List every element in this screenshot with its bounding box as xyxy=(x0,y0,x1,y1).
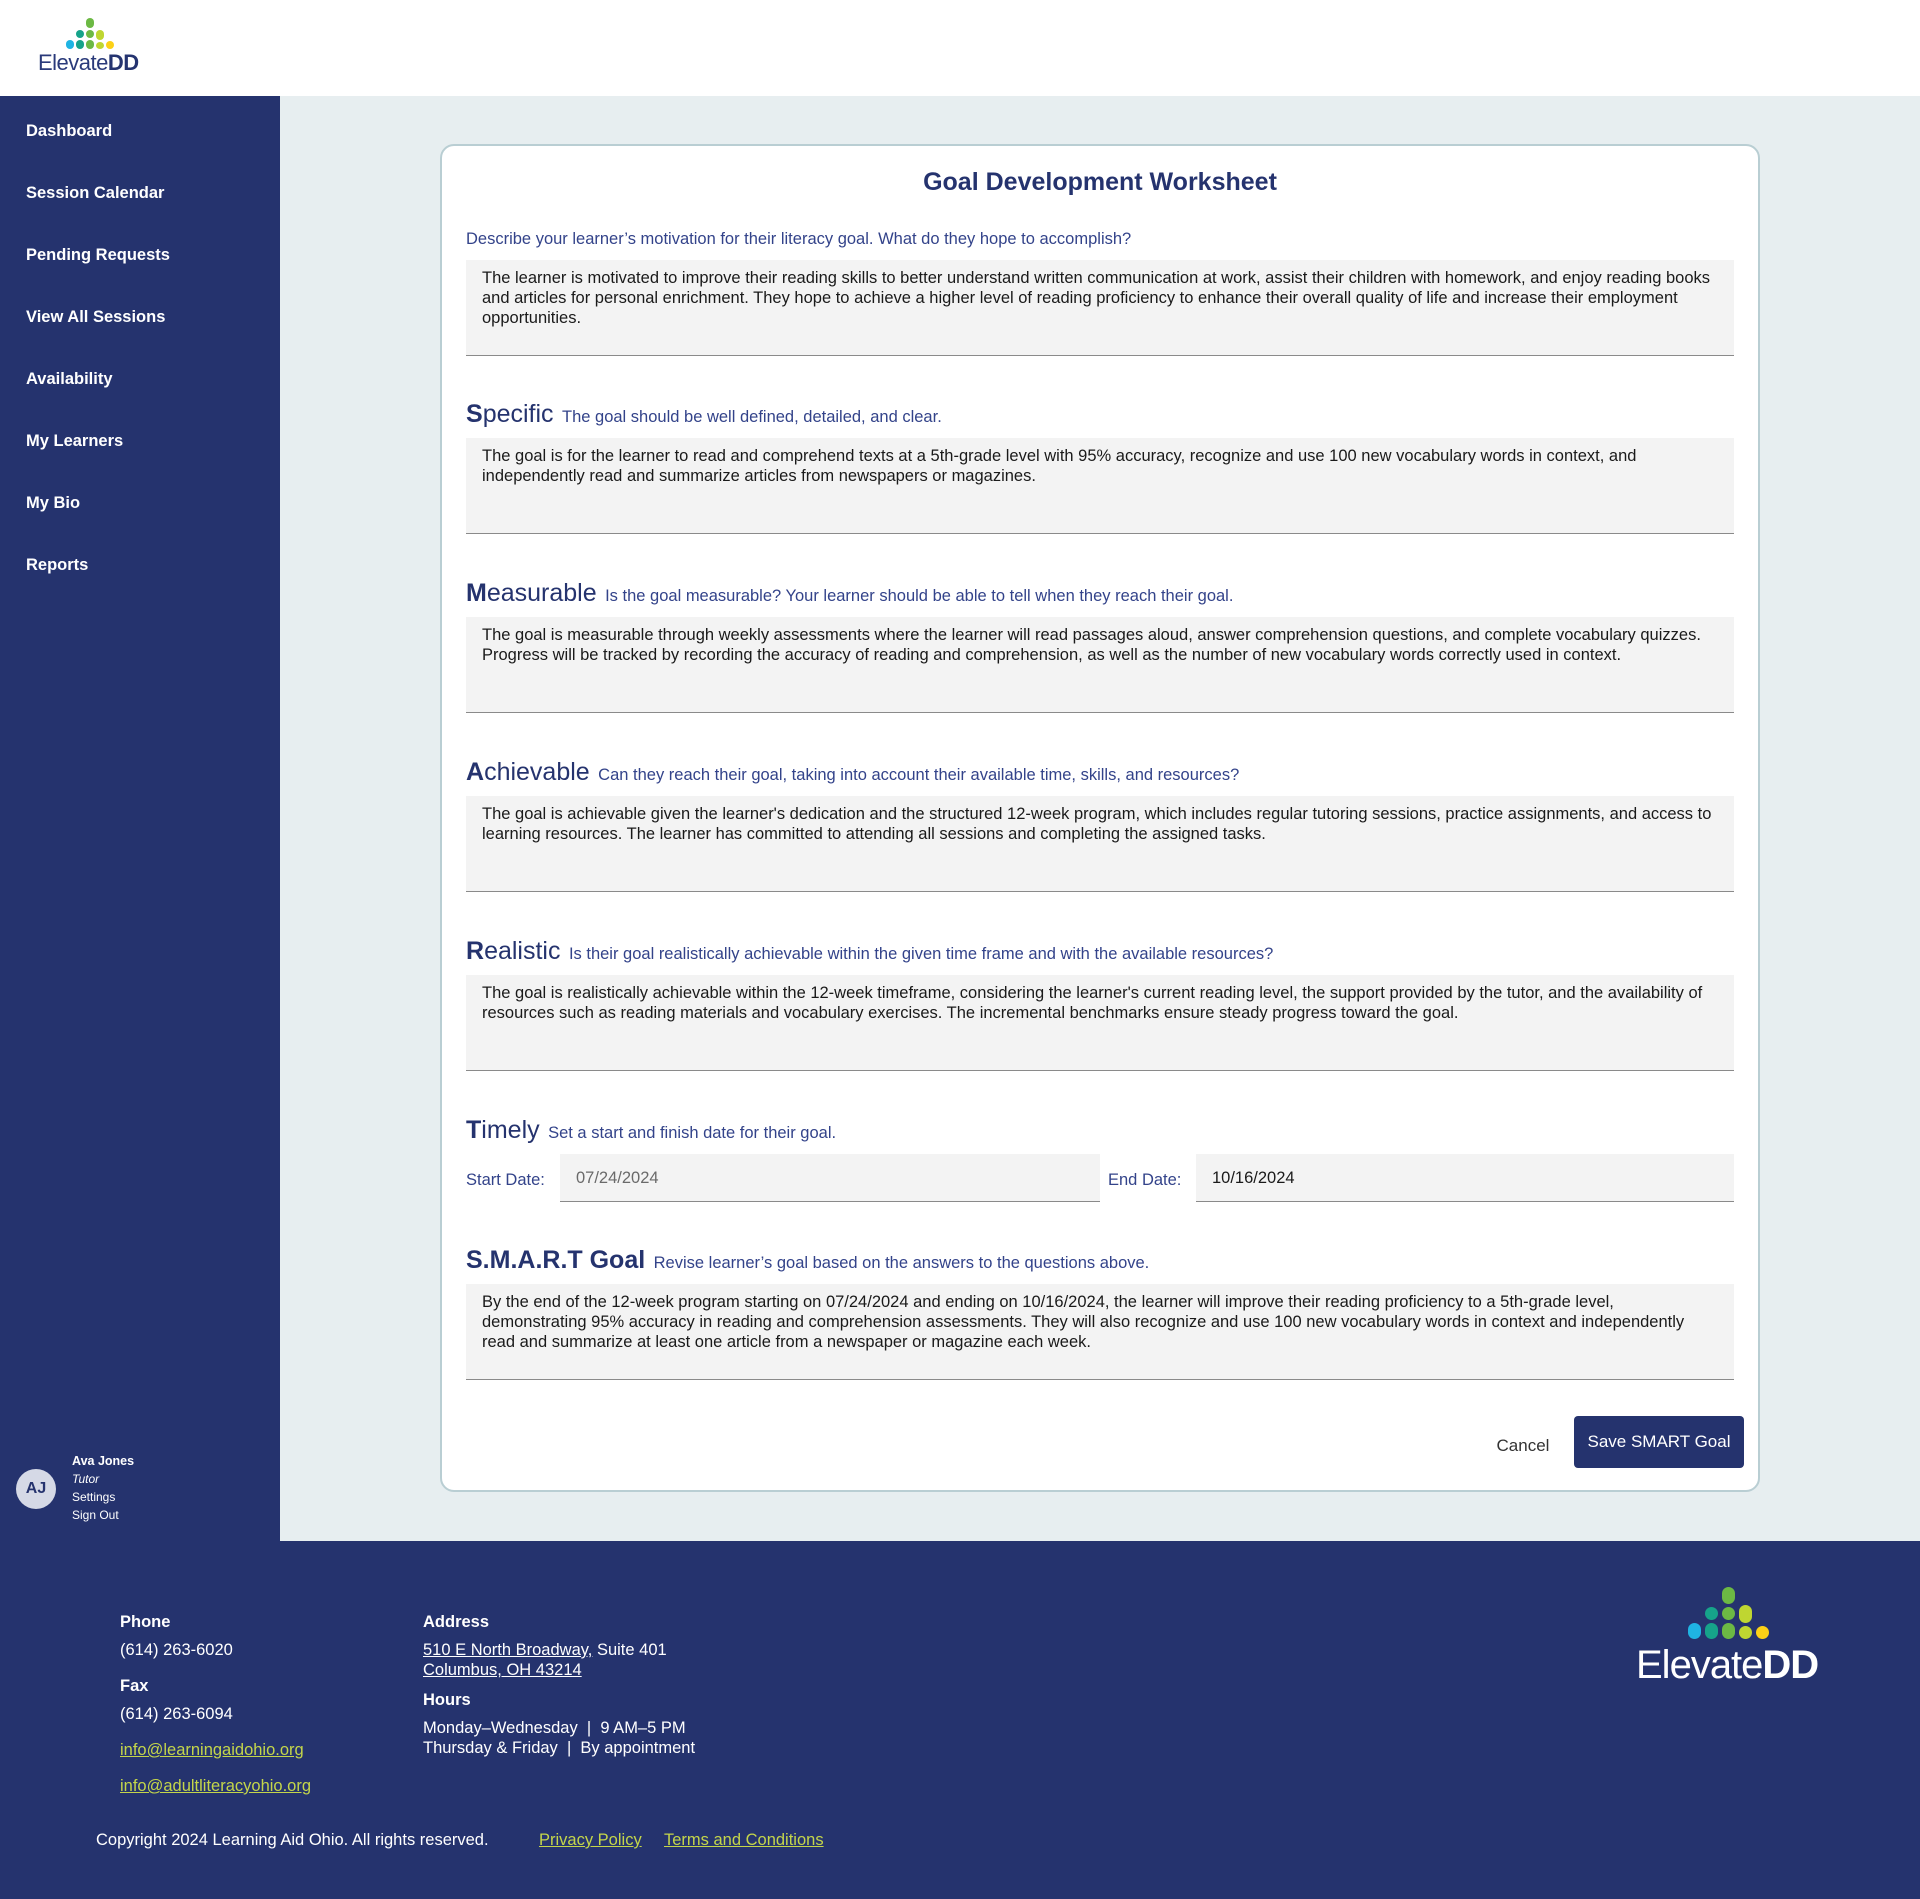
measurable-description: Is the goal measurable? Your learner should be able to tell when they reach their goal. xyxy=(605,587,1234,605)
sidebar-item-pending-requests[interactable]: Pending Requests xyxy=(26,246,170,264)
sidebar xyxy=(0,96,280,1541)
page-title: Goal Development Worksheet xyxy=(923,168,1277,196)
address-line-2 xyxy=(423,1661,582,1680)
footer-logo-wordmark: ElevateDD xyxy=(1636,1643,1819,1687)
fax-heading: Fax xyxy=(120,1677,149,1695)
sidebar-item-my-learners[interactable]: My Learners xyxy=(26,432,124,450)
end-date-label: End Date: xyxy=(1108,1171,1182,1189)
main-content xyxy=(280,96,1920,1541)
hours-heading: Hours xyxy=(423,1691,471,1709)
terms-link[interactable]: Terms and Conditions xyxy=(664,1831,824,1849)
start-date-label: Start Date: xyxy=(466,1171,545,1189)
timely-description: Set a start and finish date for their goal. xyxy=(548,1124,837,1142)
specific-description: The goal should be well defined, detailed, and clear. xyxy=(562,408,942,426)
specific-textarea[interactable]: The goal is for the learner to read and comprehend texts at a 5th-grade level with 95% accuracy, recognize and use 100 new vocabulary words in context, and independently read and summarize articles from newspapers or magazines. xyxy=(466,438,1734,534)
privacy-policy-link[interactable]: Privacy Policy xyxy=(539,1831,642,1849)
footer xyxy=(0,1541,1920,1899)
address-map-link[interactable]: 510 E North Broadway, xyxy=(423,1641,593,1659)
hours-line-2: Thursday & Friday | By appointment xyxy=(423,1739,696,1757)
cancel-button[interactable]: Cancel xyxy=(1496,1436,1550,1455)
measurable-heading: Measurable Is the goal measurable? Your learner should be able to tell when they reach their goal. xyxy=(466,579,1234,607)
sign-out-link[interactable]: Sign Out xyxy=(72,1508,119,1522)
timely-heading: Timely Set a start and finish date for their goal. xyxy=(466,1116,837,1144)
top-bar xyxy=(0,0,1920,96)
sidebar-item-my-bio[interactable]: My Bio xyxy=(26,494,81,512)
achievable-heading: Achievable Can they reach their goal, taking into account their available time, skills, and resources? xyxy=(466,758,1240,786)
logo-dots-icon xyxy=(1688,1587,1778,1643)
logo-dots-icon xyxy=(66,18,126,50)
user-role: Tutor xyxy=(72,1472,100,1486)
sidebar-item-reports[interactable]: Reports xyxy=(26,556,89,574)
phone-heading: Phone xyxy=(120,1613,171,1631)
achievable-textarea[interactable]: The goal is achievable given the learner's dedication and the structured 12-week program, which includes regular tutoring sessions, practice assignments, and access to learning resources. The learner has committed to attending all sessions and completing the assigned tasks. xyxy=(466,796,1734,892)
realistic-heading: Realistic Is their goal realistically achievable within the given time frame and with the available resources? xyxy=(466,937,1274,965)
smart-goal-textarea[interactable]: By the end of the 12-week program starting on 07/24/2024 and ending on 10/16/2024, the learner will improve their reading proficiency to a 5th-grade level, demonstrating 95% accuracy in reading and comprehension assessments. They will also recognize and use 100 new vocabulary words in context and independently read and summarize at least one article from a newspaper or magazine each week. xyxy=(466,1284,1734,1380)
sidebar-item-dashboard[interactable]: Dashboard xyxy=(26,122,113,140)
fax-number: (614) 263-6094 xyxy=(120,1705,233,1723)
smart-goal-heading: S.M.A.R.T Goal Revise learner’s goal based on the answers to the questions above. xyxy=(466,1246,1150,1274)
end-date-input[interactable]: 10/16/2024 xyxy=(1196,1154,1734,1202)
specific-heading: Specific The goal should be well defined, detailed, and clear. xyxy=(466,400,942,428)
user-profile-block xyxy=(16,1454,276,1534)
address-heading: Address xyxy=(423,1613,490,1631)
realistic-description: Is their goal realistically achievable within the given time frame and with the available resources? xyxy=(568,945,1274,963)
phone-number: (614) 263-6020 xyxy=(120,1641,233,1659)
address-city-link[interactable]: Columbus, OH 43214 xyxy=(423,1661,582,1679)
realistic-textarea[interactable]: The goal is realistically achievable within the 12-week timeframe, considering the learner's current reading level, the support provided by the tutor, and the availability of resources such as reading materials and vocabulary exercises. The incremental benchmarks ensure steady progress toward the goal. xyxy=(466,975,1734,1071)
hours-line-1: Monday–Wednesday | 9 AM–5 PM xyxy=(423,1719,686,1737)
achievable-description: Can they reach their goal, taking into account their available time, skills, and resources? xyxy=(598,766,1240,784)
email-link-learningaid[interactable]: info@learningaidohio.org xyxy=(120,1741,304,1759)
email-link-adultliteracy[interactable]: info@adultliteracyohio.org xyxy=(120,1777,312,1795)
motivation-question: Describe your learner’s motivation for their literacy goal. What do they hope to accomplish? xyxy=(466,230,1132,248)
address-line-1: 510 E North Broadway, Suite 401 xyxy=(423,1641,667,1659)
logo-wordmark: ElevateDD xyxy=(38,50,139,75)
copyright-text: Copyright 2024 Learning Aid Ohio. All rights reserved. xyxy=(96,1831,489,1849)
user-name: Ava Jones xyxy=(72,1454,135,1468)
sidebar-item-view-all-sessions[interactable]: View All Sessions xyxy=(26,308,166,326)
settings-link[interactable]: Settings xyxy=(72,1490,116,1504)
start-date-input[interactable]: 07/24/2024 xyxy=(560,1154,1100,1202)
elevatedd-logo[interactable] xyxy=(38,18,148,78)
save-smart-goal-button[interactable]: Save SMART Goal xyxy=(1574,1416,1744,1468)
motivation-textarea[interactable]: The learner is motivated to improve their reading skills to better understand written communication at work, assist their children with homework, and enjoy reading books and articles for personal enrichment. They hope to achieve a higher level of reading proficiency to enhance their overall quality of life and increase their employment opportunities. xyxy=(466,260,1734,356)
avatar[interactable]: AJ xyxy=(16,1469,56,1509)
sidebar-item-session-calendar[interactable]: Session Calendar xyxy=(26,184,165,202)
measurable-textarea[interactable]: The goal is measurable through weekly assessments where the learner will read passages aloud, answer comprehension questions, and complete vocabulary quizzes. Progress will be tracked by recording the accuracy of reading and comprehension, as well as the number of new vocabulary words correctly used in context. xyxy=(466,617,1734,713)
smart-goal-description: Revise learner’s goal based on the answers to the questions above. xyxy=(653,1254,1150,1272)
footer-logo[interactable] xyxy=(1636,1587,1836,1697)
goal-worksheet-card xyxy=(440,144,1760,1492)
sidebar-item-availability[interactable]: Availability xyxy=(26,370,113,388)
